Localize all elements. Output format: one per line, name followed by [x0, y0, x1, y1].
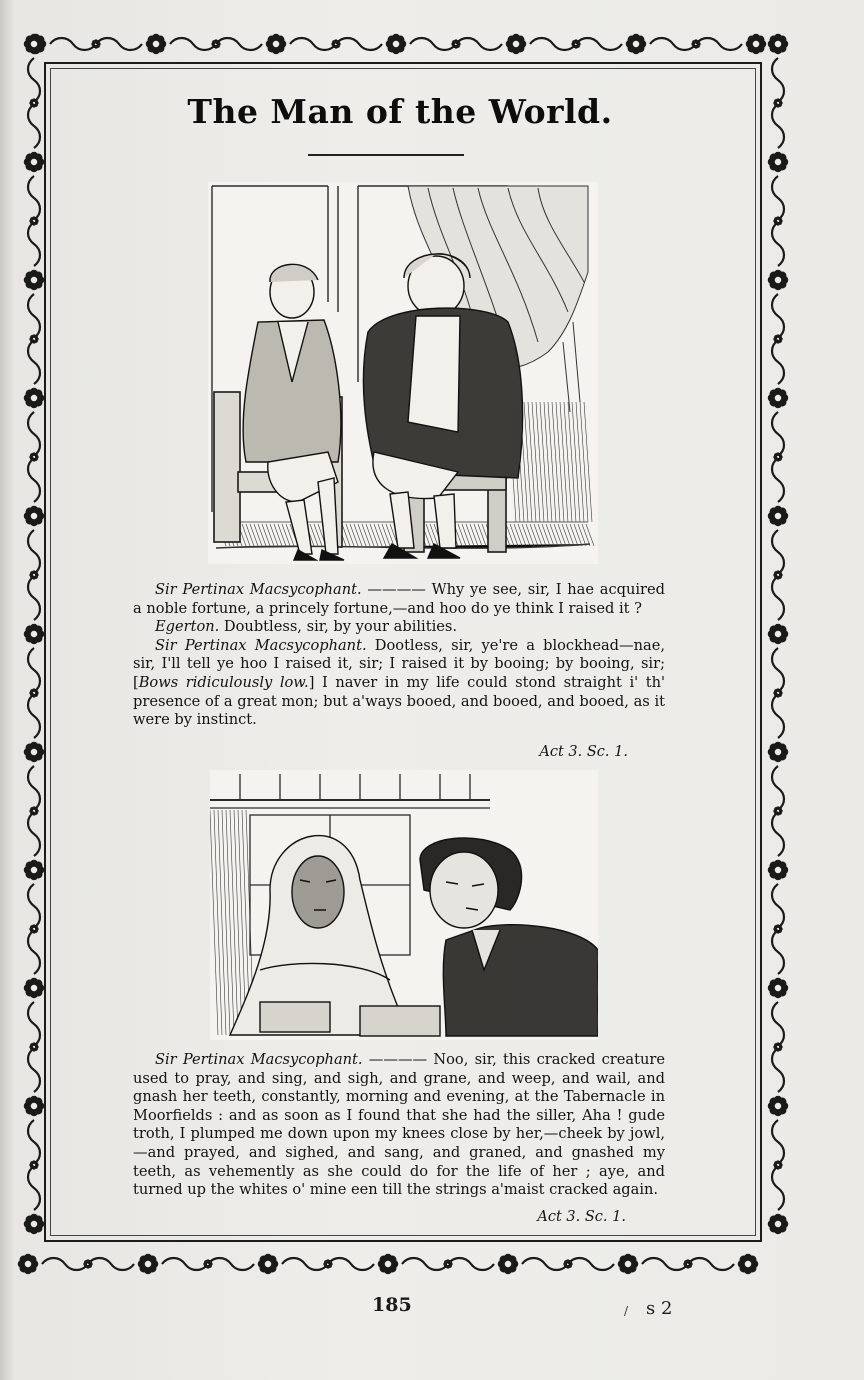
speech-text: Noo, sir, this cracked creature used to pray, and sing, and sigh, and grane, and weep, and wail, and gnash her teeth, constantly, morning and evening, at the Tabernacle in Moorfields : and as soon as I found that she had the siller, Aha ! gude troth, I plumped me down upon my knees close by her,—cheek by jowl, —and prayed, and sighed, and sang, and graned, and gnashed my teeth, as vehemently as she could do for the life of her ; aye, and turned up the whites o' mine een till the strings a'maist cracked again. — [133, 1051, 665, 1199]
engraving-hooded-woman-and-young-man-icon — [210, 770, 598, 1040]
ornamental-border-bottom — [10, 1246, 790, 1282]
title-rule — [308, 154, 464, 156]
speech-text: Doubtless, sir, by your abilities. — [219, 618, 458, 636]
ornamental-border-top — [18, 26, 798, 62]
speech-text: Why ye see, sir, I hae acquired a noble fortune, a princely fortune,—and hoo do ye think I raised it ? — [133, 581, 665, 617]
speech-dash: ———— — [362, 1051, 434, 1068]
page-number: 185 — [372, 1294, 412, 1316]
ornamental-border-right — [760, 26, 796, 1282]
speech-dash: ———— — [361, 581, 432, 598]
engraving-two-seated-gentlemen-icon — [208, 182, 598, 564]
signature-tick: / — [624, 1304, 629, 1318]
passage-two — [133, 1051, 665, 1200]
stage-direction: Bows ridiculously low. — [138, 673, 309, 691]
act-scene-reference: Act 3. Sc. 1. — [539, 744, 628, 760]
printer-signature-mark: s 2 — [646, 1298, 673, 1319]
speech-text: ] I naver in my life could stond straight i' th' presence of a great mon; but a'ways booed, and booed, and booed, as it were by instinct. — [133, 673, 665, 729]
speech-text: Dootless, sir, ye're a blockhead—nae, sir, I'll tell ye hoo I raised it, sir; I raised it by booing; by booing, sir; [ — [133, 636, 665, 691]
speaker-name: Sir Pertinax Macsycophant. — [155, 636, 367, 654]
page-title: The Man of the World. — [187, 92, 613, 131]
passage-one — [133, 581, 665, 730]
speaker-name: Egerton. — [155, 618, 220, 636]
act-scene-reference: Act 3. Sc. 1. — [537, 1209, 626, 1225]
speaker-name: Sir Pertinax Macsycophant. — [155, 581, 362, 598]
speaker-name: Sir Pertinax Macsycophant. — [155, 1051, 363, 1068]
